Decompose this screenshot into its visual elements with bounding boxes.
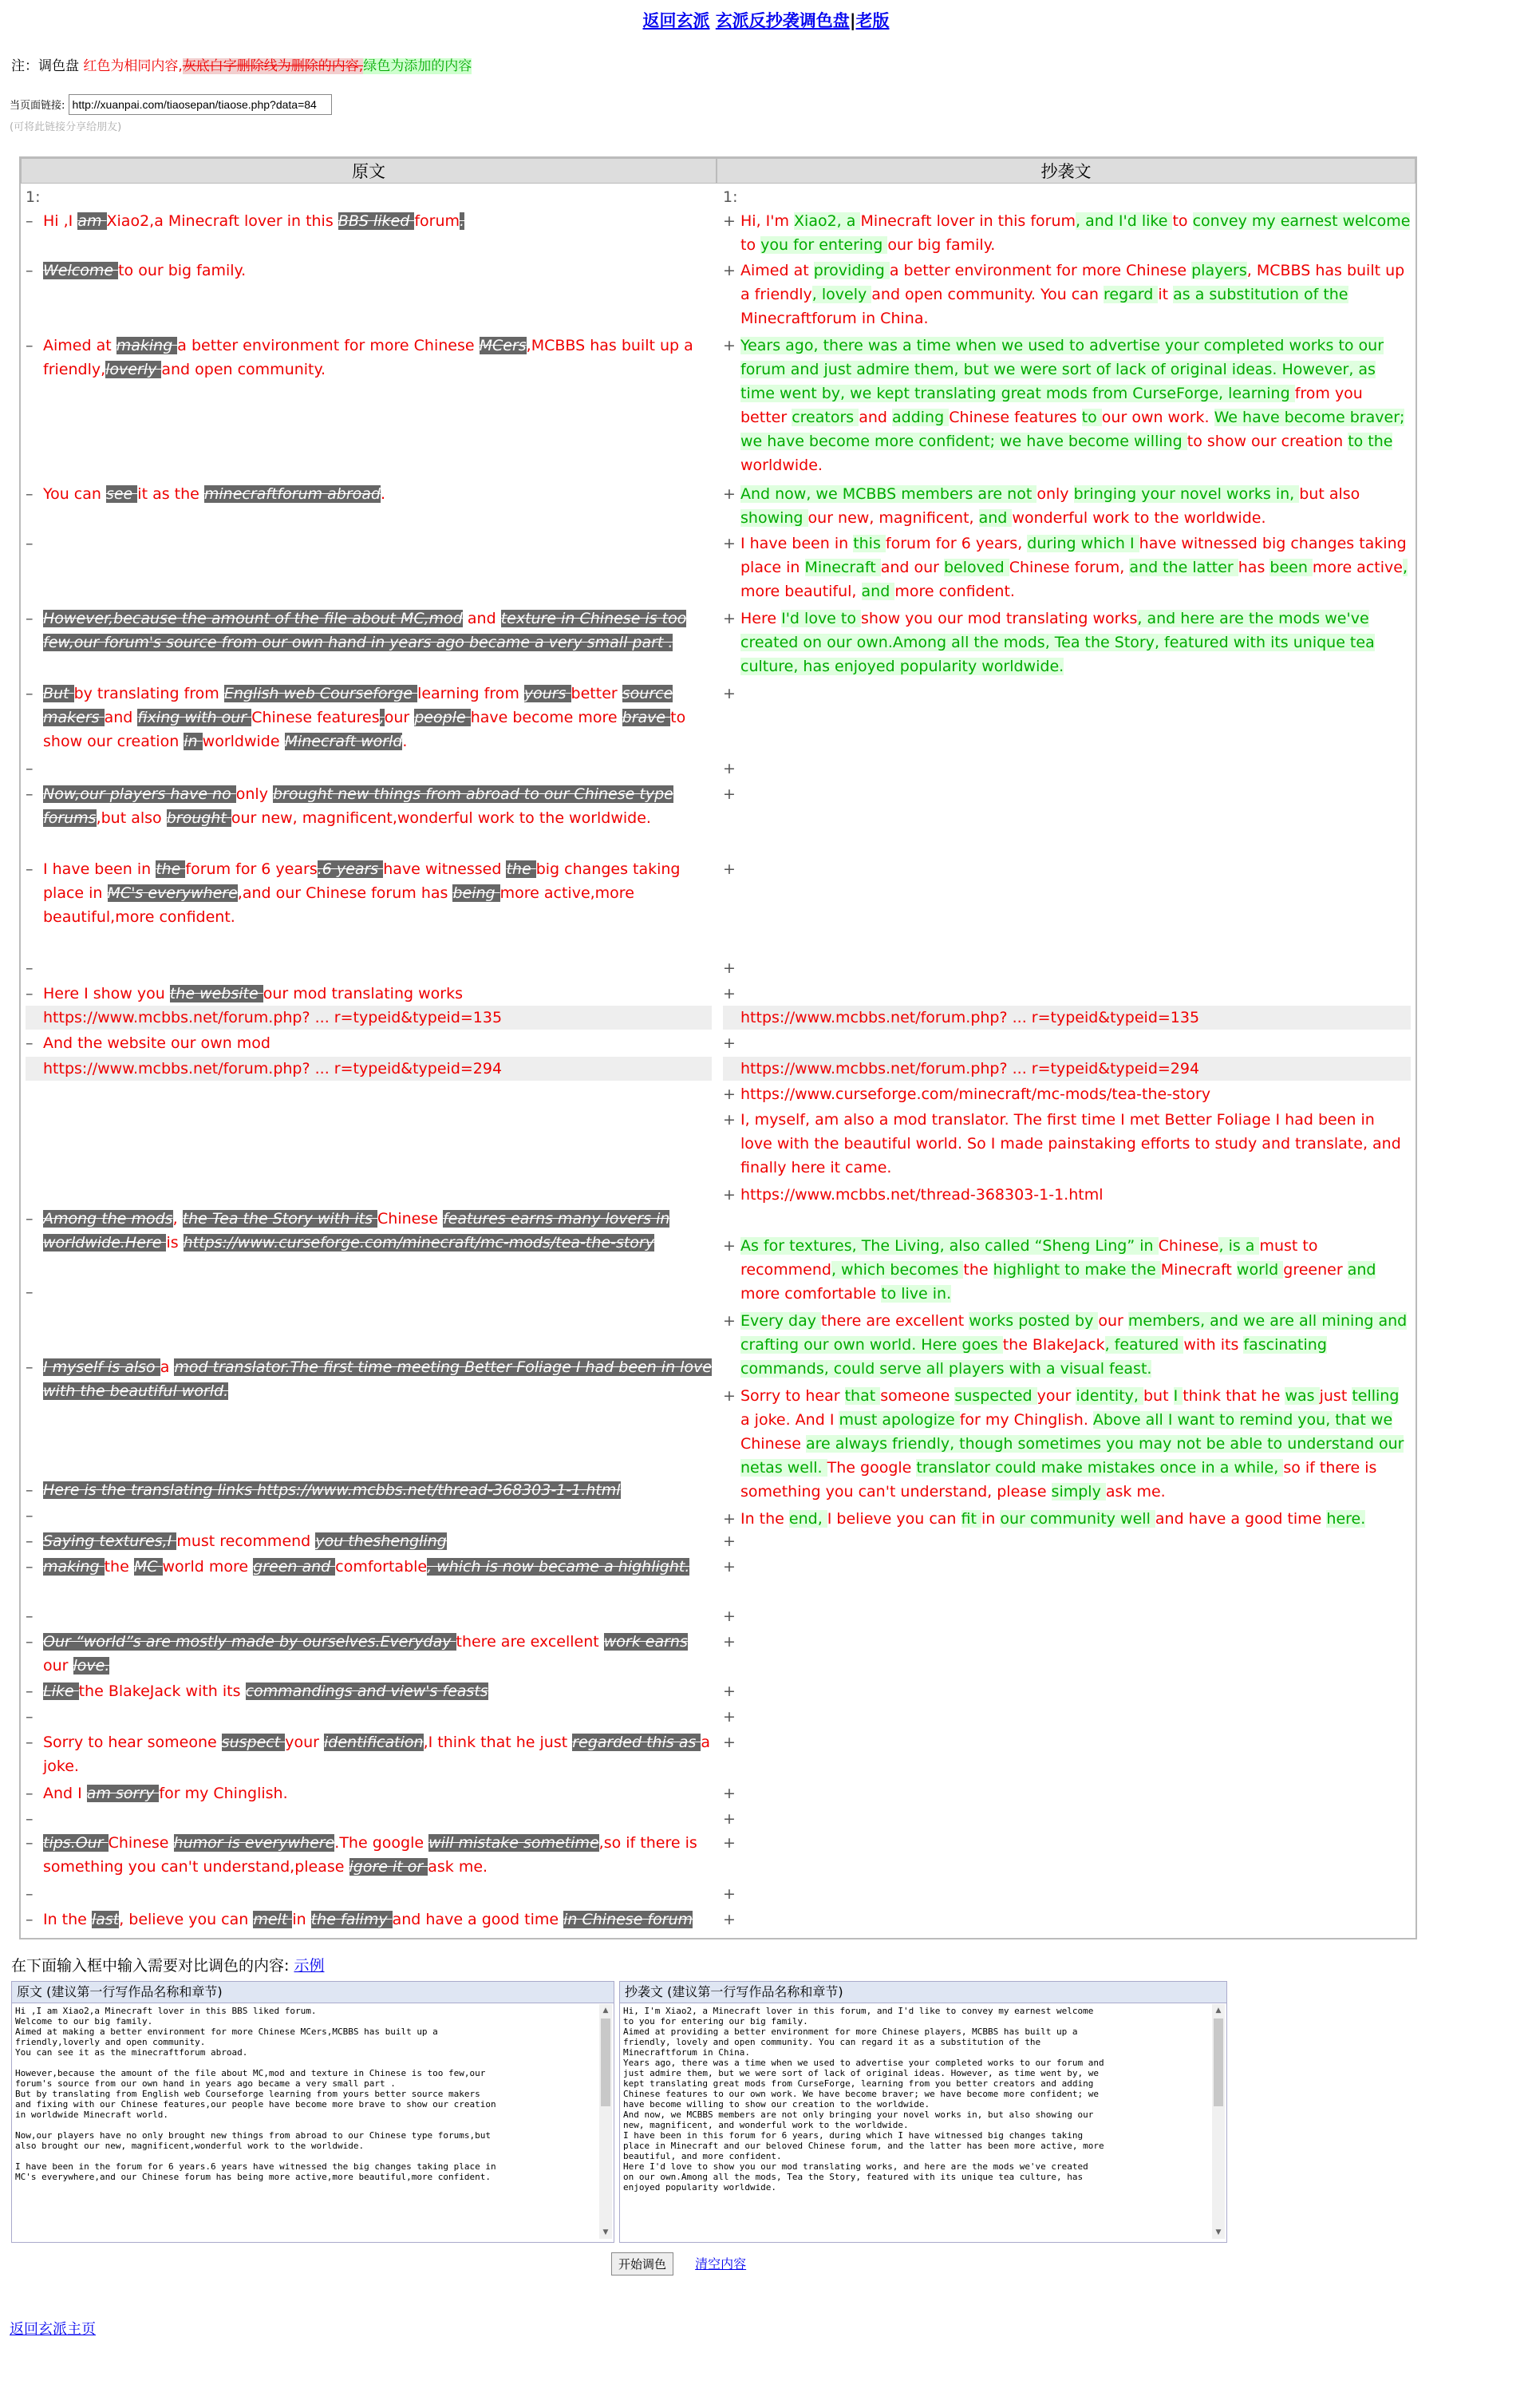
- original-column-header: 原文: [21, 158, 717, 184]
- diff-text: Our “world”s are mostly made by ourselves.Everyday there are excellent work earns our love.: [43, 1633, 688, 1675]
- diff-marker: +: [723, 1607, 736, 1625]
- diff-text: I have been in the forum for 6 years.6 years have witnessed the big changes taking place in MC's everywhere,and our Chinese forum has being more active,more beautiful,more confident.: [43, 860, 681, 926]
- scroll-thumb[interactable]: [1214, 2019, 1223, 2106]
- copied-column-header: 抄袭文: [717, 158, 1416, 184]
- copied-diff-line: [723, 1057, 1411, 1081]
- diff-text: And now, we MCBBS members are not only bringing your novel works in, but also showing our new, magnificent, and wonderful work to the worldwide.: [740, 485, 1360, 527]
- scroll-down-icon[interactable]: ▼: [602, 2228, 609, 2236]
- diff-text: Here I show you the website our mod translating works: [43, 985, 463, 1002]
- diff-marker: +: [723, 485, 736, 503]
- diff-marker: +: [723, 1708, 736, 1726]
- legend-deleted: 灰底白字删除线为删除的内容,: [182, 58, 364, 74]
- copied-diff-line: [723, 532, 1411, 603]
- nav-separator: |: [849, 11, 856, 30]
- scroll-up-icon[interactable]: ▲: [602, 2007, 609, 2015]
- copied-textarea[interactable]: [622, 2004, 1212, 2240]
- diff-text: Among the mods, the Tea the Story with its Chinese features earns many lovers in worldwide.Here is https://www.curseforge.com/minecraft/mc-mods/tea-the-story: [43, 1210, 670, 1251]
- copied-input-header: 抄袭文 (建议第一行写作品名称和章节): [620, 1982, 1226, 2003]
- diff-marker: +: [723, 1085, 736, 1103]
- copied-diff-line: [723, 259, 1411, 330]
- diff-marker: +: [723, 1387, 736, 1405]
- diff-marker: –: [26, 760, 34, 777]
- back-to-xuanpai-link[interactable]: 返回玄派: [642, 11, 710, 30]
- original-diff-line: [26, 1529, 712, 1553]
- diff-marker: –: [26, 1810, 34, 1828]
- diff-marker: +: [723, 785, 736, 803]
- diff-marker: 1:: [723, 188, 738, 206]
- diff-marker: –: [26, 959, 34, 977]
- top-navigation: [0, 8, 1532, 32]
- original-textarea[interactable]: [14, 2004, 599, 2240]
- diff-marker: +: [723, 1237, 736, 1255]
- copied-diff-line: [723, 334, 1411, 477]
- diff-text: I have been in this forum for 6 years, during which I have witnessed big changes taking place in Minecraft and our beloved Chinese forum, and the latter has been more active, more beautiful, and more confident.: [740, 535, 1408, 600]
- diff-table: [19, 156, 1417, 1939]
- page-url-input[interactable]: [69, 94, 332, 115]
- diff-marker: +: [723, 1810, 736, 1828]
- diff-marker: +: [723, 1734, 736, 1751]
- original-diff-line: [26, 607, 712, 654]
- input-section-title: [11, 1954, 324, 1975]
- diff-marker: –: [26, 485, 34, 503]
- diff-marker: –: [26, 1885, 34, 1903]
- copied-diff-line: [723, 1309, 1411, 1381]
- diff-text: https://www.mcbbs.net/forum.php? ... r=typeid&typeid=135: [43, 1009, 503, 1026]
- scroll-up-icon[interactable]: ▲: [1215, 2007, 1222, 2015]
- diff-marker: –: [26, 1034, 34, 1052]
- diff-marker: +: [723, 1510, 736, 1528]
- diff-marker: –: [26, 1481, 34, 1499]
- diff-marker: –: [26, 1911, 34, 1928]
- diff-marker: –: [26, 860, 34, 878]
- original-diff-line: [26, 1355, 712, 1403]
- original-diff-line: [26, 682, 712, 753]
- diff-marker: +: [723, 1785, 736, 1802]
- diff-marker: +: [723, 1633, 736, 1651]
- input-instructions: 在下面输入框中输入需要对比调色的内容:: [11, 1957, 294, 1975]
- diff-text: Years ago, there was a time when we used to advertise your completed works to our forum and just admire them, but we were sort of lack of original ideas. However, as time went by, we kept translating great mods from CurseForge, learning from you better creators and adding Chinese features to our own work. We have become braver; we have become more confident; we have become willing to show our creation to the worldwide.: [740, 337, 1405, 474]
- diff-text: making the MC world more green and comfortable, which is now became a highlight.: [43, 1558, 690, 1576]
- original-diff-line: [26, 1555, 712, 1579]
- diff-text: https://www.mcbbs.net/forum.php? ... r=typeid&typeid=294: [740, 1060, 1200, 1077]
- original-diff-line: [26, 209, 712, 233]
- original-scrollbar[interactable]: [599, 2004, 612, 2239]
- copied-diff-line: [723, 1234, 1411, 1306]
- diff-text: Like the BlakeJack with its commandings and view's feasts: [43, 1682, 488, 1700]
- diff-marker: –: [26, 535, 34, 552]
- copied-diff-line: [723, 607, 1411, 678]
- copied-input-box: [619, 1981, 1227, 2243]
- copied-diff-line: [723, 1384, 1411, 1504]
- diff-text: https://www.mcbbs.net/forum.php? ... r=typeid&typeid=135: [740, 1009, 1200, 1026]
- original-diff-line: [26, 1781, 712, 1805]
- diff-text: As for textures, The Living, also called “Sheng Ling” in Chinese, is a must to recommend, which becomes the highlight to make the Minecraft world greener and more comfortable to live in.: [740, 1237, 1376, 1303]
- diff-marker: +: [723, 1682, 736, 1700]
- diff-marker: –: [26, 1283, 34, 1301]
- copied-diff-line: [723, 1183, 1411, 1207]
- diff-marker: –: [26, 1210, 34, 1228]
- diff-text: https://www.mcbbs.net/forum.php? ... r=typeid&typeid=294: [43, 1060, 503, 1077]
- page-url-label: 当页面链接:: [10, 100, 65, 112]
- legend-note: [11, 54, 472, 74]
- diff-text: And the website our own mod: [43, 1034, 270, 1052]
- original-diff-line: [26, 1478, 712, 1502]
- diff-text: https://www.mcbbs.net/thread-368303-1-1.html: [740, 1186, 1104, 1204]
- diff-marker: –: [26, 1358, 34, 1376]
- diff-marker: +: [723, 535, 736, 552]
- diff-marker: +: [723, 262, 736, 279]
- scroll-thumb[interactable]: [601, 2019, 610, 2106]
- diff-text: Every day there are excellent works posted by our members, and we are all mining and crafting our own world. Here goes the BlakeJack, featured with its fascinating commands, could serve all players with a visual feast.: [740, 1312, 1408, 1378]
- original-diff-line: [26, 1730, 712, 1778]
- page-url-row: [10, 94, 332, 115]
- diff-text: Here is the translating links https://www.mcbbs.net/thread-368303-1-1.html: [43, 1481, 621, 1499]
- example-link[interactable]: 示例: [294, 1957, 325, 1975]
- diff-marker: +: [723, 610, 736, 627]
- clear-content-link[interactable]: 清空内容: [695, 2256, 747, 2272]
- diff-marker: –: [26, 1785, 34, 1802]
- original-diff-line: [26, 857, 712, 929]
- diff-text: https://www.curseforge.com/minecraft/mc-mods/tea-the-story: [740, 1085, 1211, 1103]
- diff-marker: +: [723, 685, 736, 702]
- share-hint: (可将此链接分享给朋友): [10, 121, 122, 133]
- copied-diff-line: [723, 209, 1411, 257]
- original-diff-line: [26, 482, 712, 506]
- diff-marker: –: [26, 262, 34, 279]
- diff-marker: –: [26, 337, 34, 354]
- diff-marker: –: [26, 985, 34, 1002]
- diff-marker: –: [26, 1834, 34, 1852]
- original-diff-line: [26, 782, 712, 830]
- palette-tool-link[interactable]: 玄派反抄袭调色盘: [715, 11, 850, 30]
- copied-diff-line: [723, 1006, 1411, 1030]
- copied-scrollbar[interactable]: [1212, 2004, 1225, 2239]
- diff-marker: –: [26, 1633, 34, 1651]
- home-link[interactable]: 返回玄派主页: [10, 2321, 96, 2338]
- start-compare-button[interactable]: 开始调色: [611, 2252, 673, 2276]
- original-diff-line: [26, 334, 712, 382]
- diff-text: Saying textures,I must recommend you theshengling: [43, 1532, 447, 1550]
- original-diff-line: [26, 1630, 712, 1678]
- original-diff-line: [26, 259, 712, 283]
- diff-marker: +: [723, 212, 736, 230]
- diff-text: tips.Our Chinese humor is everywhere.The google will mistake sometime,so if there is something you can't understand,please igore it or ask me.: [43, 1834, 697, 1876]
- old-version-link[interactable]: 老版: [855, 11, 890, 30]
- diff-marker: +: [723, 959, 736, 977]
- diff-marker: +: [723, 337, 736, 354]
- diff-marker: +: [723, 1885, 736, 1903]
- original-diff-line: [26, 1207, 712, 1255]
- copied-diff-line: [723, 1108, 1411, 1180]
- diff-marker: –: [26, 1507, 34, 1524]
- diff-marker: 1:: [26, 188, 41, 206]
- original-diff-line: [26, 1679, 712, 1703]
- diff-text: Now,our players have no only brought new things from abroad to our Chinese type forums,but also brought our new, magnificent,wonderful work to the worldwide.: [43, 785, 673, 827]
- diff-marker: +: [723, 1111, 736, 1129]
- diff-text: Welcome to our big family.: [43, 262, 247, 279]
- original-diff-line: [26, 1057, 712, 1081]
- original-diff-line: [26, 1031, 712, 1055]
- diff-text: Aimed at providing a better environment for more Chinese players, MCBBS has built up a friendly, lovely and open community. You can regard it as a substitution of the Minecraftforum in China.: [740, 262, 1405, 327]
- diff-text: However,because the amount of the file about MC,mod and texture in Chinese is too few,our forum's source from our own hand in years ago became a very small part .: [43, 610, 687, 651]
- original-input-box: [11, 1981, 614, 2243]
- diff-marker: +: [723, 1558, 736, 1576]
- diff-text: I myself is also a mod translator.The first time meeting Better Foliage I had been in love with the beautiful world.: [43, 1358, 712, 1400]
- diff-text: But by translating from English web Courseforge learning from yours better source makers and fixing with our Chinese features,our people have become more brave to show our creation in worldwide Minecraft world.: [43, 685, 686, 750]
- action-bar: [611, 2252, 746, 2276]
- copied-diff-line: [723, 1082, 1411, 1106]
- diff-marker: +: [723, 1834, 736, 1852]
- legend-prefix: 注：调色盘: [11, 58, 84, 74]
- original-input-header: 原文 (建议第一行写作品名称和章节): [12, 1982, 614, 2003]
- diff-marker: –: [26, 1708, 34, 1726]
- diff-marker: –: [26, 1532, 34, 1550]
- copied-diff-line: [723, 1507, 1411, 1531]
- diff-marker: +: [723, 1312, 736, 1330]
- diff-text: Here I'd love to show you our mod translating works, and here are the mods we've created on our own.Among all the mods, Tea the Story, featured with its unique tea culture, has enjoyed popularity worldwide.: [740, 610, 1375, 675]
- diff-marker: –: [26, 1734, 34, 1751]
- diff-text: Hi, I'm Xiao2, a Minecraft lover in this forum, and I'd like to convey my earnest welcome to you for entering our big family.: [740, 212, 1411, 254]
- diff-marker: +: [723, 1911, 736, 1928]
- original-diff-line: [26, 1908, 712, 1932]
- diff-text: Sorry to hear someone suspect your identification,I think that he just regarded this as a joke.: [43, 1734, 711, 1775]
- diff-text: In the last, believe you can melt in the falimy and have a good time in Chinese forum: [43, 1911, 693, 1928]
- legend-same: 红色为相同内容,: [83, 58, 183, 74]
- copied-diff-line: [723, 482, 1411, 530]
- diff-marker: –: [26, 212, 34, 230]
- diff-text: Hi ,I am Xiao2,a Minecraft lover in this BBS liked forum.: [43, 212, 465, 230]
- diff-marker: –: [26, 685, 34, 702]
- diff-marker: +: [723, 760, 736, 777]
- legend-added: 绿色为添加的内容: [363, 58, 472, 74]
- diff-text: Sorry to hear that someone suspected your identity, but I think that he was just telling a joke. And I must apologize for my Chinglish. Above all I want to remind you, that we Chinese are always friendly, though sometimes you may not be able to understand our netas well. The google translator could make mistakes once in a while, so if there is something you can't understand, please simply ask me.: [740, 1387, 1404, 1501]
- diff-marker: –: [26, 1682, 34, 1700]
- scroll-down-icon[interactable]: ▼: [1215, 2228, 1222, 2236]
- diff-text: Aimed at making a better environment for more Chinese MCers,MCBBS has built up a friendly,loverly and open community.: [43, 337, 693, 378]
- diff-marker: +: [723, 985, 736, 1002]
- original-diff-line: [26, 982, 712, 1006]
- diff-text: And I am sorry for my Chinglish.: [43, 1785, 288, 1802]
- diff-marker: +: [723, 1034, 736, 1052]
- diff-marker: –: [26, 785, 34, 803]
- diff-marker: –: [26, 610, 34, 627]
- diff-marker: +: [723, 1186, 736, 1204]
- footer: [10, 2318, 96, 2339]
- original-diff-line: [26, 1006, 712, 1030]
- diff-text: You can see it as the minecraftforum abroad.: [43, 485, 386, 503]
- diff-text: In the end, I believe you can fit in our community well and have a good time here.: [740, 1510, 1366, 1528]
- diff-text: I, myself, am also a mod translator. The first time I met Better Foliage I had been in love with the beautiful world. So I made painstaking efforts to study and translate, and finally here it came.: [740, 1111, 1401, 1176]
- diff-marker: +: [723, 1532, 736, 1550]
- diff-marker: –: [26, 1558, 34, 1576]
- original-diff-line: [26, 1831, 712, 1879]
- diff-marker: –: [26, 1607, 34, 1625]
- diff-marker: +: [723, 860, 736, 878]
